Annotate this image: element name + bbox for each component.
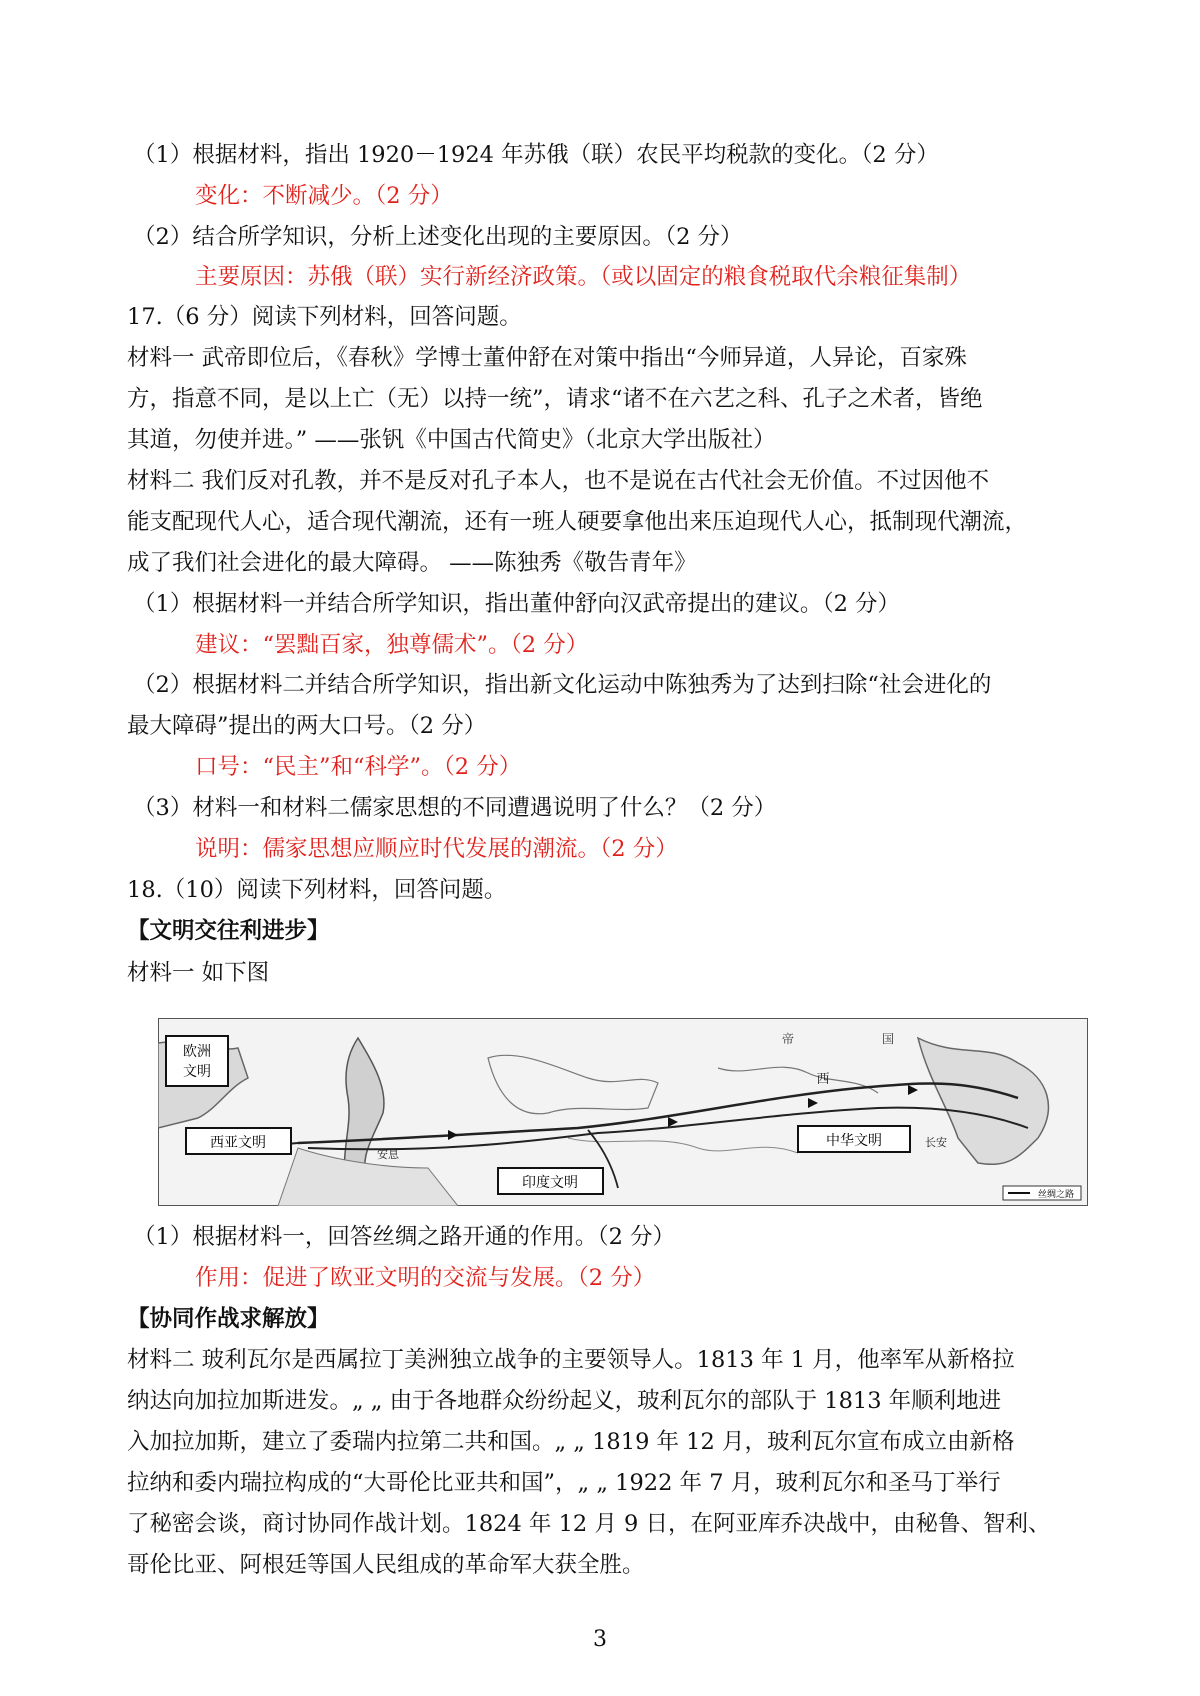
q17-material1-line2: 方，指意不同，是以上亡（无）以持一统”，请求“诸不在六艺之科、孔子之术者，皆绝 [127, 386, 983, 412]
q17-subquestion-2-cont: 最大障碍”提出的两大口号。（2 分） [127, 713, 487, 739]
q17-material2-line2: 能支配现代人心，适合现代潮流，还有一班人硬要拿他出来压迫现代人心，抵制现代潮流， [127, 509, 1028, 535]
q18-title: 18.（10）阅读下列材料，回答问题。 [127, 877, 507, 903]
silk-road-map [158, 1018, 1088, 1206]
q18-material2-line5: 了秘密会谈，商讨协同作战计划。1824 年 12 月 9 日，在阿亚库乔决战中，由秘鲁、智利、 [127, 1511, 1051, 1537]
map-legend-label: 丝绸之路 [1037, 1190, 1075, 1200]
q17-material2-line1: 材料二 我们反对孔教，并不是反对孔子本人，也不是说在古代社会无价值。不过因他不 [127, 468, 990, 494]
q18-material2-line1: 材料二 玻利瓦尔是西属拉丁美洲独立战争的主要领导人。1813 年 1 月，他率军从新格拉 [127, 1347, 1015, 1373]
map-label-europe-1: 欧洲 [183, 1044, 211, 1060]
q18-section-heading-2: 【协同作战求解放】 [127, 1306, 330, 1332]
q18-material2-line3: 入加拉加斯，建立了委瑞内拉第二共和国。„ „ 1819 年 12 月，玻利瓦尔宣布成立由新格 [127, 1429, 1015, 1455]
q18-section-heading-1: 【文明交往利进步】 [127, 918, 330, 944]
map-label-india: 印度文明 [522, 1175, 578, 1191]
map-label-anxi: 安息 [377, 1148, 399, 1161]
q17-material1-line1: 材料一 武帝即位后，《春秋》学博士董仲舒在对策中指出“今师异道，人异论，百家殊 [127, 345, 967, 371]
q18-material2-line4: 拉纳和委内瑞拉构成的“大哥伦比亚共和国”，„ „ 1922 年 7 月，玻利瓦尔和圣马丁举行 [127, 1470, 1001, 1496]
q17-answer-1: 建议：“罢黜百家，独尊儒术”。（2 分） [195, 632, 589, 658]
q16-subquestion-1: （1）根据材料，指出 1920－1924 年苏俄（联）农民平均税款的变化。（2 分） [133, 142, 939, 168]
q18-material2-line6: 哥伦比亚、阿根廷等国人民组成的革命军大获全胜。 [127, 1552, 645, 1578]
q17-answer-3: 说明：儒家思想应顺应时代发展的潮流。（2 分） [195, 836, 678, 862]
q17-subquestion-1: （1）根据材料一并结合所学知识，指出董仲舒向汉武帝提出的建议。（2 分） [133, 591, 901, 617]
q17-title: 17.（6 分）阅读下列材料，回答问题。 [127, 304, 522, 330]
q17-material1-line3: 其道，勿使并进。” ——张钒《中国古代简史》（北京大学出版社） [127, 427, 776, 453]
q18-material2-line2: 纳达向加拉加斯进发。„ „ 由于各地群众纷纷起义，玻利瓦尔的部队于 1813 年顺利地进 [127, 1388, 1002, 1414]
q18-material1-label: 材料一 如下图 [127, 960, 270, 986]
q16-answer-1: 变化：不断减少。（2 分） [195, 183, 453, 209]
map-label-xi: 西 [816, 1072, 830, 1087]
map-label-top1: 帝 [781, 1032, 795, 1046]
map-label-china: 中华文明 [826, 1133, 882, 1149]
map-label-west-asia: 西亚文明 [210, 1135, 266, 1151]
q17-subquestion-3: （3）材料一和材料二儒家思想的不同遭遇说明了什么？（2 分） [133, 795, 777, 821]
q18-subquestion-1: （1）根据材料一，回答丝绸之路开通的作用。（2 分） [133, 1224, 676, 1250]
q16-answer-2: 主要原因：苏俄（联）实行新经济政策。（或以固定的粮食税取代余粮征集制） [195, 264, 972, 290]
map-label-changan: 长安 [925, 1136, 947, 1149]
q16-subquestion-2: （2）结合所学知识，分析上述变化出现的主要原因。（2 分） [133, 224, 743, 250]
page-number: 3 [593, 1627, 607, 1652]
q18-answer-1: 作用：促进了欧亚文明的交流与发展。（2 分） [195, 1265, 656, 1291]
q17-material2-line3: 成了我们社会进化的最大障碍。 ——陈独秀《敬告青年》 [127, 550, 697, 576]
q17-subquestion-2: （2）根据材料二并结合所学知识，指出新文化运动中陈独秀为了达到扫除“社会进化的 [133, 672, 992, 698]
q17-answer-2: 口号：“民主”和“科学”。（2 分） [195, 754, 522, 780]
map-label-top2: 国 [881, 1032, 895, 1046]
map-label-europe-2: 文明 [183, 1064, 211, 1080]
